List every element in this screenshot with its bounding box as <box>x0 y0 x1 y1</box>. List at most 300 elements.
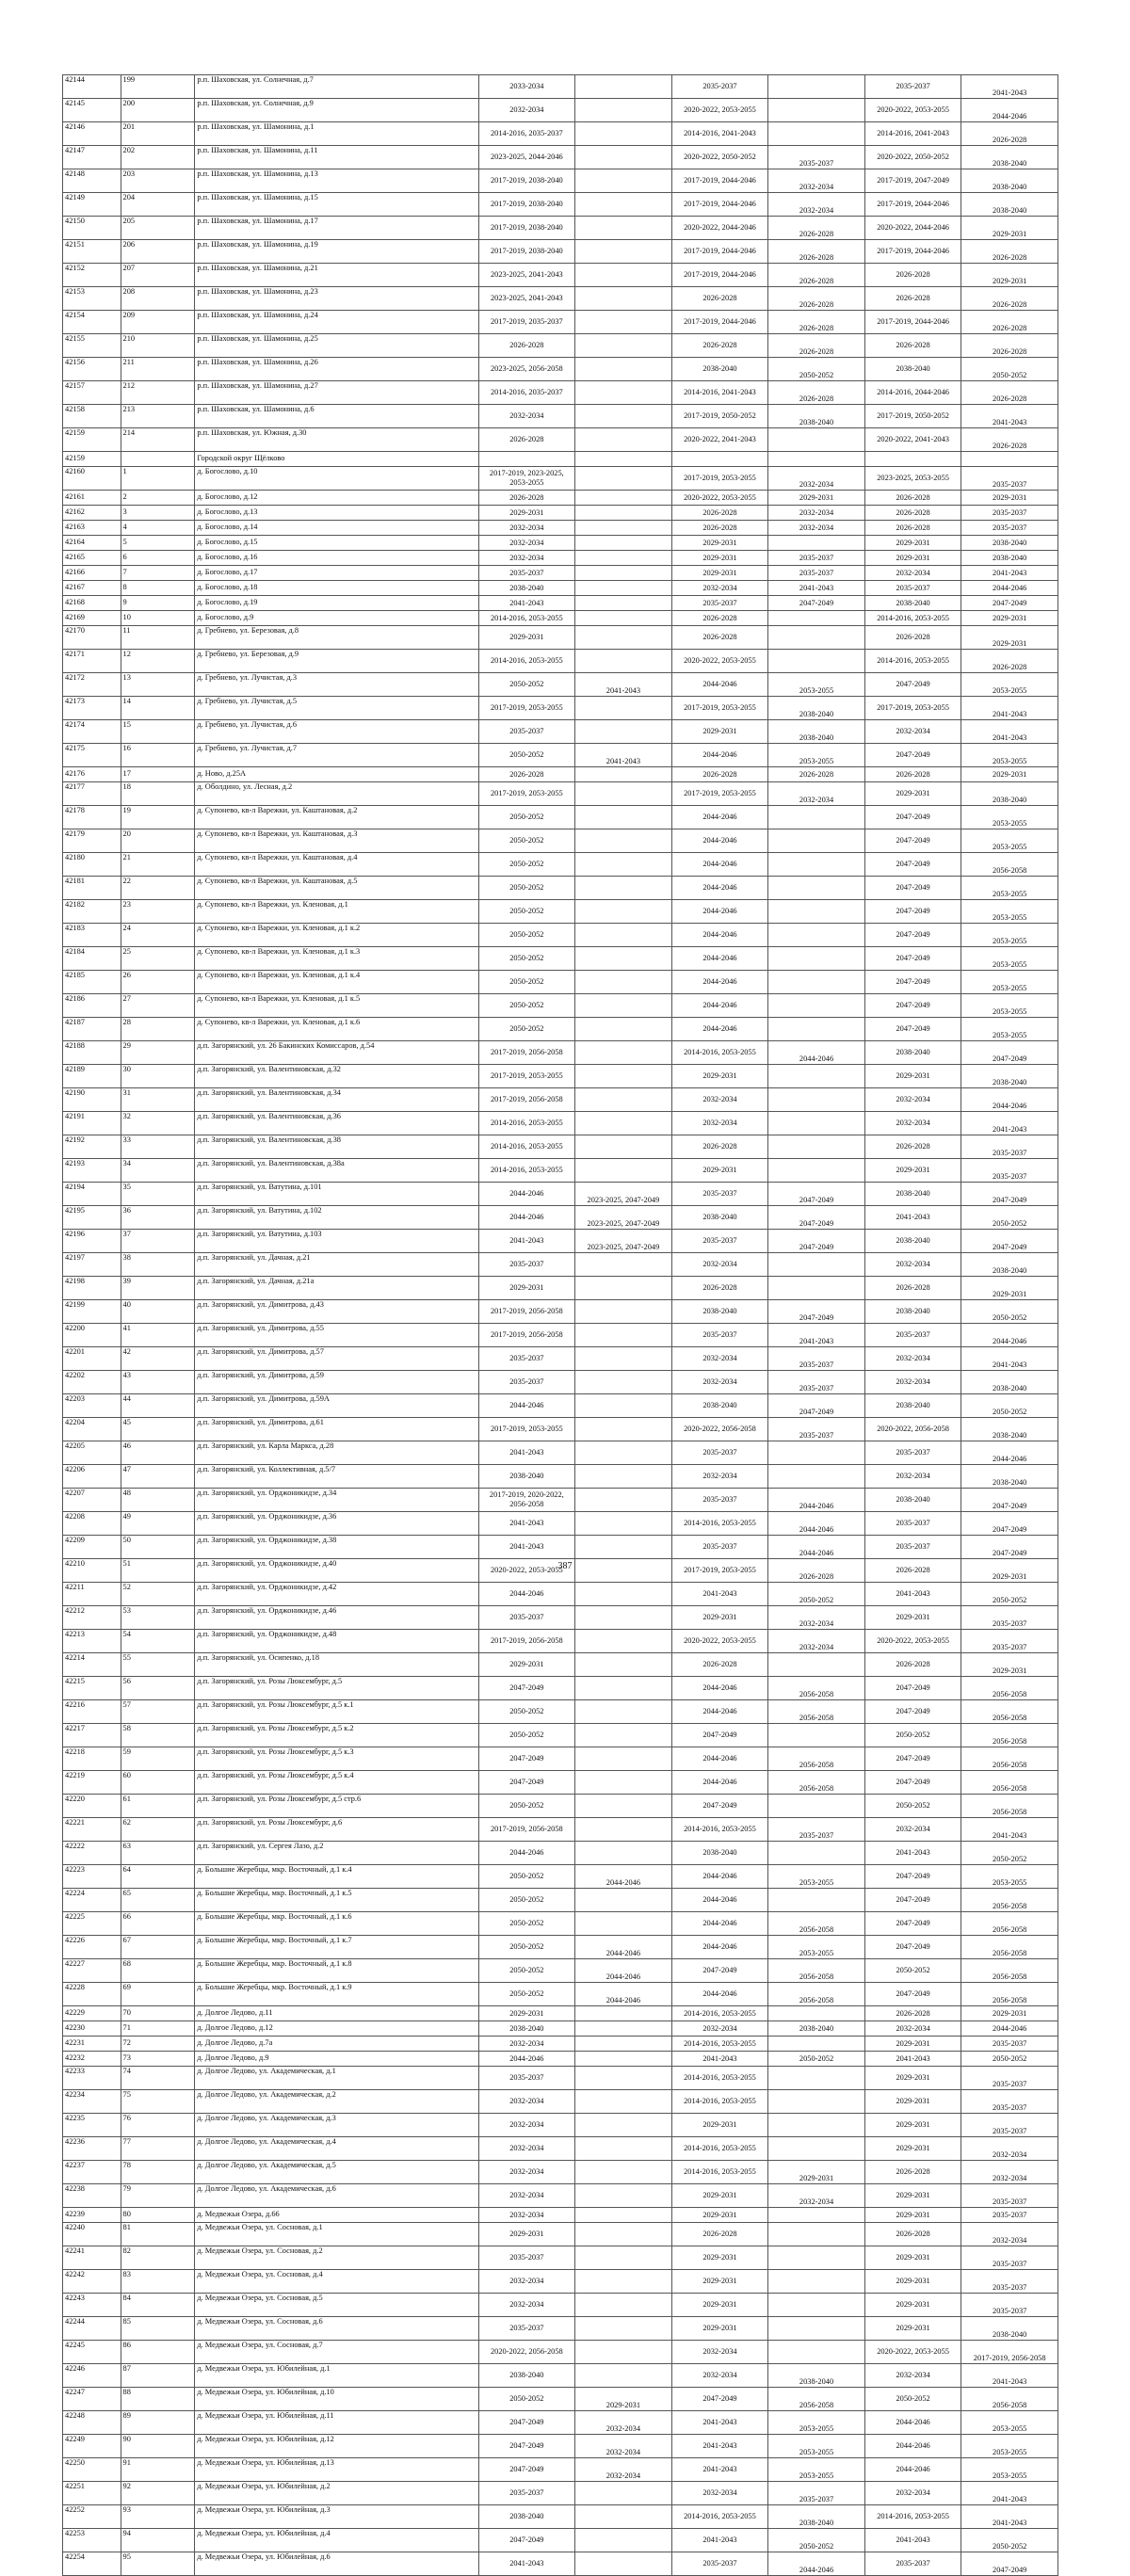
row-id-cell: 42234 <box>63 2090 121 2114</box>
period-cell-4: 2035-2037 <box>768 1418 865 1441</box>
address-cell: д. Долгое Ледово, ул. Академическая, д.5 <box>195 2161 478 2184</box>
address-cell: р.п. Шаховская, ул. Шамонина, д.11 <box>195 146 478 169</box>
period-cell-1: 2017-2019, 2056-2058 <box>478 1300 575 1324</box>
period-cell-1: 2035-2037 <box>478 720 575 744</box>
period-cell-2 <box>575 924 672 947</box>
period-cell-4 <box>768 1065 865 1088</box>
table-row <box>63 566 1058 581</box>
address-cell: д. Богослово, д.14 <box>195 521 478 536</box>
period-cell-1: 2032-2034 <box>478 2137 575 2161</box>
table-row <box>63 1606 1058 1630</box>
row-id-cell: 42159 <box>63 428 121 452</box>
row-id-cell: 42207 <box>63 1489 121 1512</box>
table-row <box>63 673 1058 697</box>
period-cell-4: 2038-2040 <box>768 697 865 720</box>
period-cell-1: 2026-2028 <box>478 334 575 358</box>
row-id-cell: 42237 <box>63 2161 121 2184</box>
row-number-cell: 51 <box>121 1559 195 1583</box>
address-cell: д.п. Загорянский, ул. Розы Люксембург, д.5 к.1 <box>195 1700 478 1724</box>
row-id-cell: 42212 <box>63 1606 121 1630</box>
table-row <box>63 720 1058 744</box>
table-row <box>63 1677 1058 1700</box>
period-cell-5: 2029-2031 <box>864 2090 961 2114</box>
row-id-cell: 42157 <box>63 381 121 405</box>
table-row <box>63 506 1058 521</box>
row-id-cell: 42188 <box>63 1041 121 1065</box>
row-id-cell: 42253 <box>63 2529 121 2552</box>
table-row <box>63 2411 1058 2435</box>
period-cell-5: 2047-2049 <box>864 1700 961 1724</box>
period-cell-3: 2014-2016, 2053-2055 <box>671 2090 768 2114</box>
period-cell-5: 2026-2028 <box>864 1653 961 1677</box>
period-cell-5: 2017-2019, 2047-2049 <box>864 169 961 193</box>
period-cell-4 <box>768 2317 865 2341</box>
row-number-cell: 11 <box>121 626 195 650</box>
period-cell-1: 2014-2016, 2053-2055 <box>478 1159 575 1183</box>
address-cell: д. Долгое Ледово, ул. Академическая, д.1 <box>195 2067 478 2090</box>
period-cell-3: 2032-2034 <box>671 2364 768 2388</box>
period-cell-5: 2047-2049 <box>864 877 961 900</box>
period-cell-4 <box>768 650 865 673</box>
row-id-cell: 42184 <box>63 947 121 971</box>
period-cell-6: 2035-2037 <box>961 521 1058 536</box>
period-cell-2 <box>575 1842 672 1865</box>
period-cell-3: 2044-2046 <box>671 1771 768 1795</box>
period-cell-6: 2056-2058 <box>961 1983 1058 2006</box>
period-cell-2 <box>575 720 672 744</box>
row-number-cell: 59 <box>121 1747 195 1771</box>
period-cell-3: 2029-2031 <box>671 2114 768 2137</box>
period-cell-5: 2035-2037 <box>864 1536 961 1559</box>
row-number-cell: 81 <box>121 2223 195 2246</box>
period-cell-6: 2029-2031 <box>961 264 1058 287</box>
period-cell-3: 2026-2028 <box>671 767 768 782</box>
row-number-cell: 42 <box>121 1347 195 1371</box>
address-cell: р.п. Шаховская, ул. Шамонина, д.21 <box>195 264 478 287</box>
period-cell-5: 2047-2049 <box>864 947 961 971</box>
period-cell-6: 2038-2040 <box>961 1253 1058 1277</box>
row-number-cell: 211 <box>121 358 195 381</box>
period-cell-5: 2032-2034 <box>864 2021 961 2037</box>
period-cell-4: 2047-2049 <box>768 596 865 611</box>
period-cell-3: 2017-2019, 2044-2046 <box>671 264 768 287</box>
period-cell-6: 2038-2040 <box>961 1371 1058 1394</box>
period-cell-1: 2050-2052 <box>478 994 575 1018</box>
period-cell-3: 2035-2037 <box>671 1183 768 1206</box>
period-cell-4: 2038-2040 <box>768 720 865 744</box>
row-number-cell: 32 <box>121 1112 195 1135</box>
period-cell-4: 2053-2055 <box>768 2458 865 2482</box>
row-id-cell: 42168 <box>63 596 121 611</box>
period-cell-3: 2032-2034 <box>671 1465 768 1489</box>
period-cell-5: 2041-2043 <box>864 1206 961 1230</box>
period-cell-2 <box>575 1418 672 1441</box>
period-cell-3: 2014-2016, 2041-2043 <box>671 122 768 146</box>
table-row <box>63 1747 1058 1771</box>
period-cell-4: 2056-2058 <box>768 1983 865 2006</box>
row-number-cell: 43 <box>121 1371 195 1394</box>
row-number-cell: 92 <box>121 2482 195 2505</box>
row-number-cell: 6 <box>121 551 195 566</box>
period-cell-1: 2050-2052 <box>478 1959 575 1983</box>
period-cell-1: 2035-2037 <box>478 566 575 581</box>
row-number-cell: 4 <box>121 521 195 536</box>
period-cell-4: 2044-2046 <box>768 2552 865 2576</box>
period-cell-5: 2038-2040 <box>864 1489 961 1512</box>
period-cell-3: 2026-2028 <box>671 626 768 650</box>
period-cell-4 <box>768 1135 865 1159</box>
period-cell-1: 2032-2034 <box>478 536 575 551</box>
period-cell-5: 2050-2052 <box>864 2388 961 2411</box>
period-cell-5: 2029-2031 <box>864 782 961 806</box>
table-row <box>63 2435 1058 2458</box>
table-row <box>63 900 1058 924</box>
period-cell-3: 2020-2022, 2044-2046 <box>671 217 768 240</box>
period-cell-2 <box>575 2208 672 2223</box>
table-row <box>63 1277 1058 1300</box>
period-cell-4: 2026-2028 <box>768 264 865 287</box>
period-cell-3: 2017-2019, 2053-2055 <box>671 782 768 806</box>
row-id-cell: 42177 <box>63 782 121 806</box>
period-cell-4 <box>768 853 865 877</box>
period-cell-1: 2050-2052 <box>478 1936 575 1959</box>
row-id-cell: 42164 <box>63 536 121 551</box>
period-cell-6: 2038-2040 <box>961 169 1058 193</box>
period-cell-1: 2023-2025, 2041-2043 <box>478 264 575 287</box>
row-number-cell: 84 <box>121 2294 195 2317</box>
address-cell: р.п. Шаховская, ул. Шамонина, д.17 <box>195 217 478 240</box>
row-number-cell: 36 <box>121 1206 195 1230</box>
address-cell: д. Гребнево, ул. Лучистая, д.3 <box>195 673 478 697</box>
table-row <box>63 1536 1058 1559</box>
period-cell-6: 2035-2037 <box>961 2037 1058 2052</box>
period-cell-1: 2047-2049 <box>478 2411 575 2435</box>
row-id-cell: 42250 <box>63 2458 121 2482</box>
period-cell-3: 2029-2031 <box>671 2294 768 2317</box>
period-cell-4 <box>768 452 865 467</box>
address-cell: р.п. Шаховская, ул. Шамонина, д.27 <box>195 381 478 405</box>
period-cell-6: 2041-2043 <box>961 75 1058 99</box>
row-number-cell: 88 <box>121 2388 195 2411</box>
table-row <box>63 2364 1058 2388</box>
period-cell-6: 2026-2028 <box>961 428 1058 452</box>
period-cell-4: 2053-2055 <box>768 2435 865 2458</box>
table-row <box>63 1418 1058 1441</box>
period-cell-1: 2029-2031 <box>478 2223 575 2246</box>
period-cell-4: 2047-2049 <box>768 1183 865 1206</box>
period-cell-4: 2029-2031 <box>768 2161 865 2184</box>
period-cell-2 <box>575 806 672 829</box>
period-cell-4: 2050-2052 <box>768 1583 865 1606</box>
row-id-cell: 42163 <box>63 521 121 536</box>
address-cell: д. Богослово, д.15 <box>195 536 478 551</box>
row-number-cell: 206 <box>121 240 195 264</box>
row-number-cell: 205 <box>121 217 195 240</box>
address-cell: д. Долгое Ледово, ул. Академическая, д.6 <box>195 2184 478 2208</box>
table-row <box>63 2208 1058 2223</box>
period-cell-6: 2053-2055 <box>961 924 1058 947</box>
period-cell-3: 2020-2022, 2053-2055 <box>671 650 768 673</box>
period-cell-5: 2047-2049 <box>864 1936 961 1959</box>
period-cell-2: 2032-2034 <box>575 2458 672 2482</box>
period-cell-5: 2047-2049 <box>864 744 961 767</box>
address-cell: д. Богослово, д.10 <box>195 467 478 491</box>
period-cell-4: 2026-2028 <box>768 334 865 358</box>
row-id-cell: 42144 <box>63 75 121 99</box>
period-cell-3: 2044-2046 <box>671 673 768 697</box>
row-id-cell: 42186 <box>63 994 121 1018</box>
period-cell-2 <box>575 536 672 551</box>
row-id-cell: 42159 <box>63 452 121 467</box>
period-cell-2 <box>575 1677 672 1700</box>
period-cell-1: 2044-2046 <box>478 1206 575 1230</box>
table-row <box>63 2090 1058 2114</box>
row-number-cell: 199 <box>121 75 195 99</box>
period-cell-5: 2020-2022, 2053-2055 <box>864 99 961 122</box>
row-number-cell: 18 <box>121 782 195 806</box>
table-row <box>63 2037 1058 2052</box>
period-cell-5: 2047-2049 <box>864 971 961 994</box>
period-cell-5: 2020-2022, 2053-2055 <box>864 1630 961 1653</box>
row-number-cell: 33 <box>121 1135 195 1159</box>
period-cell-2 <box>575 2161 672 2184</box>
period-cell-4 <box>768 626 865 650</box>
period-cell-6: 2026-2028 <box>961 287 1058 311</box>
period-cell-6: 2026-2028 <box>961 334 1058 358</box>
period-cell-5: 2032-2034 <box>864 1818 961 1842</box>
period-cell-4 <box>768 1724 865 1747</box>
period-cell-5: 2035-2037 <box>864 1324 961 1347</box>
period-cell-4: 2038-2040 <box>768 2505 865 2529</box>
period-cell-5: 2014-2016, 2044-2046 <box>864 381 961 405</box>
row-id-cell: 42197 <box>63 1253 121 1277</box>
period-cell-1: 2029-2031 <box>478 2006 575 2021</box>
period-cell-6: 2056-2058 <box>961 1889 1058 1912</box>
period-cell-5: 2029-2031 <box>864 2067 961 2090</box>
period-cell-3: 2017-2019, 2044-2046 <box>671 240 768 264</box>
period-cell-4 <box>768 2137 865 2161</box>
row-id-cell: 42222 <box>63 1842 121 1865</box>
period-cell-3: 2041-2043 <box>671 2458 768 2482</box>
period-cell-1: 2041-2043 <box>478 1512 575 1536</box>
address-cell: д. Медвежьи Озера, ул. Сосновая, д.2 <box>195 2246 478 2270</box>
period-cell-4 <box>768 2246 865 2270</box>
row-id-cell: 42218 <box>63 1747 121 1771</box>
period-cell-1: 2020-2022, 2053-2055 <box>478 1559 575 1583</box>
period-cell-1: 2029-2031 <box>478 506 575 521</box>
period-cell-3: 2026-2028 <box>671 1653 768 1677</box>
period-cell-6: 2041-2043 <box>961 405 1058 428</box>
period-cell-1: 2017-2019, 2056-2058 <box>478 1630 575 1653</box>
period-cell-2: 2023-2025, 2047-2049 <box>575 1230 672 1253</box>
row-number-cell: 83 <box>121 2270 195 2294</box>
period-cell-5: 2026-2028 <box>864 2161 961 2184</box>
table-row <box>63 99 1058 122</box>
address-cell: д.п. Загорянский, ул. Валентиновская, д.38а <box>195 1159 478 1183</box>
period-cell-5: 2032-2034 <box>864 1465 961 1489</box>
table-row <box>63 829 1058 853</box>
period-cell-1: 2032-2034 <box>478 2270 575 2294</box>
period-cell-4: 2032-2034 <box>768 1606 865 1630</box>
row-id-cell: 42171 <box>63 650 121 673</box>
table-row <box>63 169 1058 193</box>
row-number-cell: 14 <box>121 697 195 720</box>
address-cell: д. Супонево, кв-л Варежки, ул. Каштановая, д.5 <box>195 877 478 900</box>
period-cell-1: 2044-2046 <box>478 1394 575 1418</box>
period-cell-4: 2041-2043 <box>768 581 865 596</box>
period-cell-6: 2041-2043 <box>961 566 1058 581</box>
row-id-cell: 42205 <box>63 1441 121 1465</box>
period-cell-2 <box>575 1253 672 1277</box>
period-cell-1: 2041-2043 <box>478 1441 575 1465</box>
row-id-cell: 42175 <box>63 744 121 767</box>
period-cell-1: 2014-2016, 2035-2037 <box>478 122 575 146</box>
period-cell-1: 2038-2040 <box>478 2021 575 2037</box>
period-cell-6: 2035-2037 <box>961 1159 1058 1183</box>
address-cell: д.п. Загорянский, ул. 26 Бакинских Комиссаров, д.54 <box>195 1041 478 1065</box>
row-id-cell: 42193 <box>63 1159 121 1183</box>
period-cell-3: 2035-2037 <box>671 596 768 611</box>
period-cell-2 <box>575 193 672 217</box>
row-number-cell: 44 <box>121 1394 195 1418</box>
period-cell-1: 2050-2052 <box>478 1865 575 1889</box>
period-cell-6: 2038-2040 <box>961 551 1058 566</box>
table-row <box>63 405 1058 428</box>
row-id-cell: 42235 <box>63 2114 121 2137</box>
period-cell-6: 2056-2058 <box>961 1912 1058 1936</box>
row-id-cell: 42173 <box>63 697 121 720</box>
row-number-cell: 17 <box>121 767 195 782</box>
row-id-cell: 42182 <box>63 900 121 924</box>
period-cell-4 <box>768 1842 865 1865</box>
period-cell-3: 2044-2046 <box>671 1677 768 1700</box>
row-id-cell: 42156 <box>63 358 121 381</box>
period-cell-3: 2038-2040 <box>671 1394 768 1418</box>
period-cell-2 <box>575 2552 672 2576</box>
row-number-cell: 29 <box>121 1041 195 1065</box>
period-cell-3: 2038-2040 <box>671 1842 768 1865</box>
period-cell-5: 2029-2031 <box>864 2270 961 2294</box>
period-cell-6: 2038-2040 <box>961 1465 1058 1489</box>
period-cell-3: 2035-2037 <box>671 1536 768 1559</box>
period-cell-2 <box>575 2037 672 2052</box>
row-number-cell: 55 <box>121 1653 195 1677</box>
period-cell-2 <box>575 381 672 405</box>
period-cell-6: 2056-2058 <box>961 1959 1058 1983</box>
table-row <box>63 2388 1058 2411</box>
period-cell-2: 2044-2046 <box>575 1936 672 1959</box>
period-cell-6: 2050-2052 <box>961 358 1058 381</box>
period-cell-3: 2014-2016, 2053-2055 <box>671 2505 768 2529</box>
period-cell-3: 2035-2037 <box>671 1489 768 1512</box>
period-cell-6: 2056-2058 <box>961 1724 1058 1747</box>
period-cell-6: 2056-2058 <box>961 2388 1058 2411</box>
row-number-cell: 28 <box>121 1018 195 1041</box>
period-cell-6: 2050-2052 <box>961 2052 1058 2067</box>
period-cell-3: 2020-2022, 2056-2058 <box>671 1418 768 1441</box>
period-cell-6: 2047-2049 <box>961 596 1058 611</box>
period-cell-3: 2020-2022, 2041-2043 <box>671 428 768 452</box>
period-cell-3: 2020-2022, 2050-2052 <box>671 146 768 169</box>
row-number-cell: 203 <box>121 169 195 193</box>
period-cell-3: 2029-2031 <box>671 2270 768 2294</box>
period-cell-1: 2014-2016, 2035-2037 <box>478 381 575 405</box>
period-cell-4 <box>768 1889 865 1912</box>
period-cell-1: 2017-2019, 2056-2058 <box>478 1324 575 1347</box>
period-cell-2 <box>575 1277 672 1300</box>
row-number-cell: 75 <box>121 2090 195 2114</box>
period-cell-2 <box>575 2294 672 2317</box>
period-cell-2 <box>575 1512 672 1536</box>
row-id-cell: 42181 <box>63 877 121 900</box>
period-cell-4 <box>768 971 865 994</box>
address-cell: д. Медвежьи Озера, ул. Юбилейная, д.3 <box>195 2505 478 2529</box>
period-cell-3: 2047-2049 <box>671 1795 768 1818</box>
period-cell-4: 2032-2034 <box>768 782 865 806</box>
period-cell-3: 2044-2046 <box>671 924 768 947</box>
table-row <box>63 381 1058 405</box>
row-id-cell: 42214 <box>63 1653 121 1677</box>
table-row <box>63 311 1058 334</box>
table-row <box>63 193 1058 217</box>
period-cell-3: 2035-2037 <box>671 75 768 99</box>
period-cell-1: 2050-2052 <box>478 2388 575 2411</box>
period-cell-3: 2044-2046 <box>671 1865 768 1889</box>
period-cell-4 <box>768 2006 865 2021</box>
period-cell-4: 2032-2034 <box>768 193 865 217</box>
table-row <box>63 1889 1058 1912</box>
row-number-cell: 77 <box>121 2137 195 2161</box>
period-cell-3: 2032-2034 <box>671 1347 768 1371</box>
table-row <box>63 1112 1058 1135</box>
period-cell-4 <box>768 122 865 146</box>
period-cell-4: 2035-2037 <box>768 2482 865 2505</box>
period-cell-2 <box>575 1112 672 1135</box>
period-cell-2 <box>575 853 672 877</box>
period-cell-6: 2038-2040 <box>961 193 1058 217</box>
period-cell-2 <box>575 287 672 311</box>
period-cell-6: 2029-2031 <box>961 1653 1058 1677</box>
period-cell-3: 2020-2022, 2053-2055 <box>671 1630 768 1653</box>
period-cell-3: 2017-2019, 2053-2055 <box>671 697 768 720</box>
period-cell-3: 2035-2037 <box>671 1230 768 1253</box>
period-cell-3: 2014-2016, 2053-2055 <box>671 2006 768 2021</box>
period-cell-4: 2056-2058 <box>768 1677 865 1700</box>
address-cell: д.п. Загорянский, ул. Розы Люксембург, д.5 к.3 <box>195 1747 478 1771</box>
period-cell-5: 2020-2022, 2041-2043 <box>864 428 961 452</box>
period-cell-1: 2038-2040 <box>478 581 575 596</box>
row-number-cell: 90 <box>121 2435 195 2458</box>
row-number-cell: 40 <box>121 1300 195 1324</box>
period-cell-5: 2029-2031 <box>864 2317 961 2341</box>
period-cell-5: 2035-2037 <box>864 1441 961 1465</box>
period-cell-3: 2029-2031 <box>671 1065 768 1088</box>
table-row <box>63 1183 1058 1206</box>
table-row <box>63 1912 1058 1936</box>
period-cell-2 <box>575 829 672 853</box>
period-cell-2 <box>575 900 672 924</box>
row-number-cell: 8 <box>121 581 195 596</box>
period-cell-1: 2017-2019, 2056-2058 <box>478 1088 575 1112</box>
address-cell: р.п. Шаховская, ул. Южная, д.30 <box>195 428 478 452</box>
table-row <box>63 75 1058 99</box>
period-cell-6: 2050-2052 <box>961 1842 1058 1865</box>
period-cell-2 <box>575 1347 672 1371</box>
period-cell-1: 2023-2025, 2044-2046 <box>478 146 575 169</box>
period-cell-2 <box>575 467 672 491</box>
period-cell-4: 2035-2037 <box>768 1818 865 1842</box>
row-id-cell: 42191 <box>63 1112 121 1135</box>
